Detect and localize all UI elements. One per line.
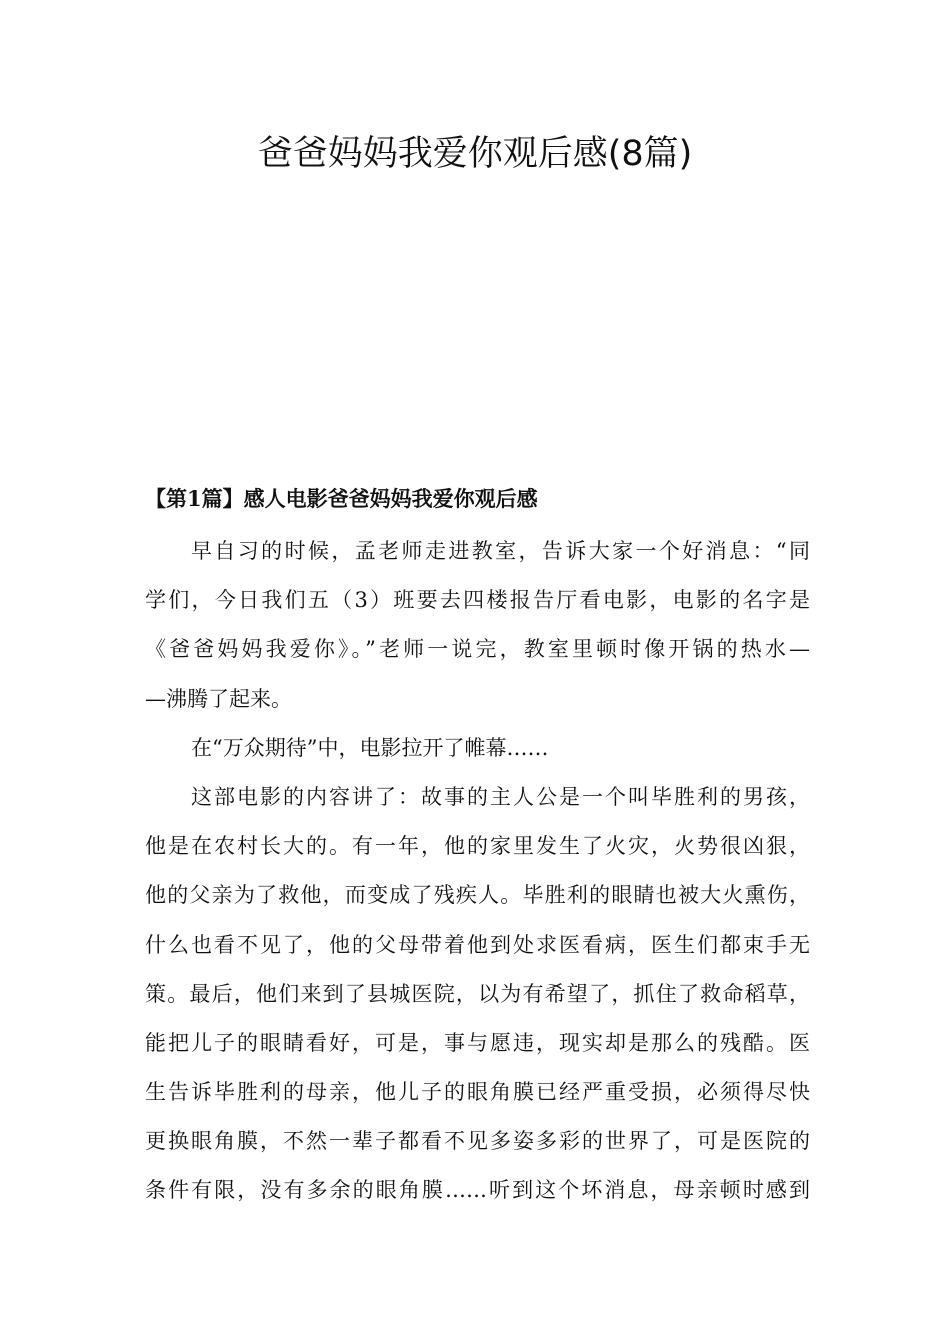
paragraph-line: 更换眼角膜，不然一辈子都看不见多姿多彩的世界了，可是医院的	[145, 1129, 810, 1154]
paragraph-line: 条件有限，没有多余的眼角膜……听到这个坏消息，母亲顿时感到	[145, 1178, 810, 1203]
paragraph-line: 《爸爸妈妈我爱你》。”老师一说完，教室里顿时像开锅的热水—	[145, 637, 810, 662]
paragraph-line: —沸腾了起来。	[145, 686, 292, 711]
paragraph-line: 早自习的时候，孟老师走进教室，告诉大家一个好消息：“同	[191, 539, 810, 563]
paragraph-line: 他是在农村长大的。有一年，他的家里发生了火灾，火势很凶狠，	[145, 834, 810, 859]
paragraph-line: 生告诉毕胜利的母亲，他儿子的眼角膜已经严重受损，必须得尽快	[145, 1080, 810, 1105]
section-heading: 【第1篇】感人电影爸爸妈妈我爱你观后感	[145, 486, 538, 511]
paragraph-line: 学们，今日我们五（3）班要去四楼报告厅看电影，电影的名字是	[145, 588, 810, 613]
paragraph-line: 这部电影的内容讲了：故事的主人公是一个叫毕胜利的男孩，	[191, 784, 810, 809]
paragraph-line: 在“万众期待”中，电影拉开了帷幕……	[191, 735, 549, 760]
paragraph-line: 策。最后，他们来到了县城医院，以为有希望了，抓住了救命稻草，	[145, 981, 810, 1006]
paragraph-line: 什么也看不见了，他的父母带着他到处求医看病，医生们都束手无	[145, 932, 810, 957]
body-text	[145, 535, 810, 1224]
document-title: 爸爸妈妈我爱你观后感(8篇)	[257, 134, 693, 174]
paragraph-line: 他的父亲为了救他，而变成了残疾人。毕胜利的眼睛也被大火熏伤，	[145, 883, 810, 908]
paragraph-line: 能把儿子的眼睛看好，可是，事与愿违，现实却是那么的残酷。医	[145, 1030, 810, 1055]
